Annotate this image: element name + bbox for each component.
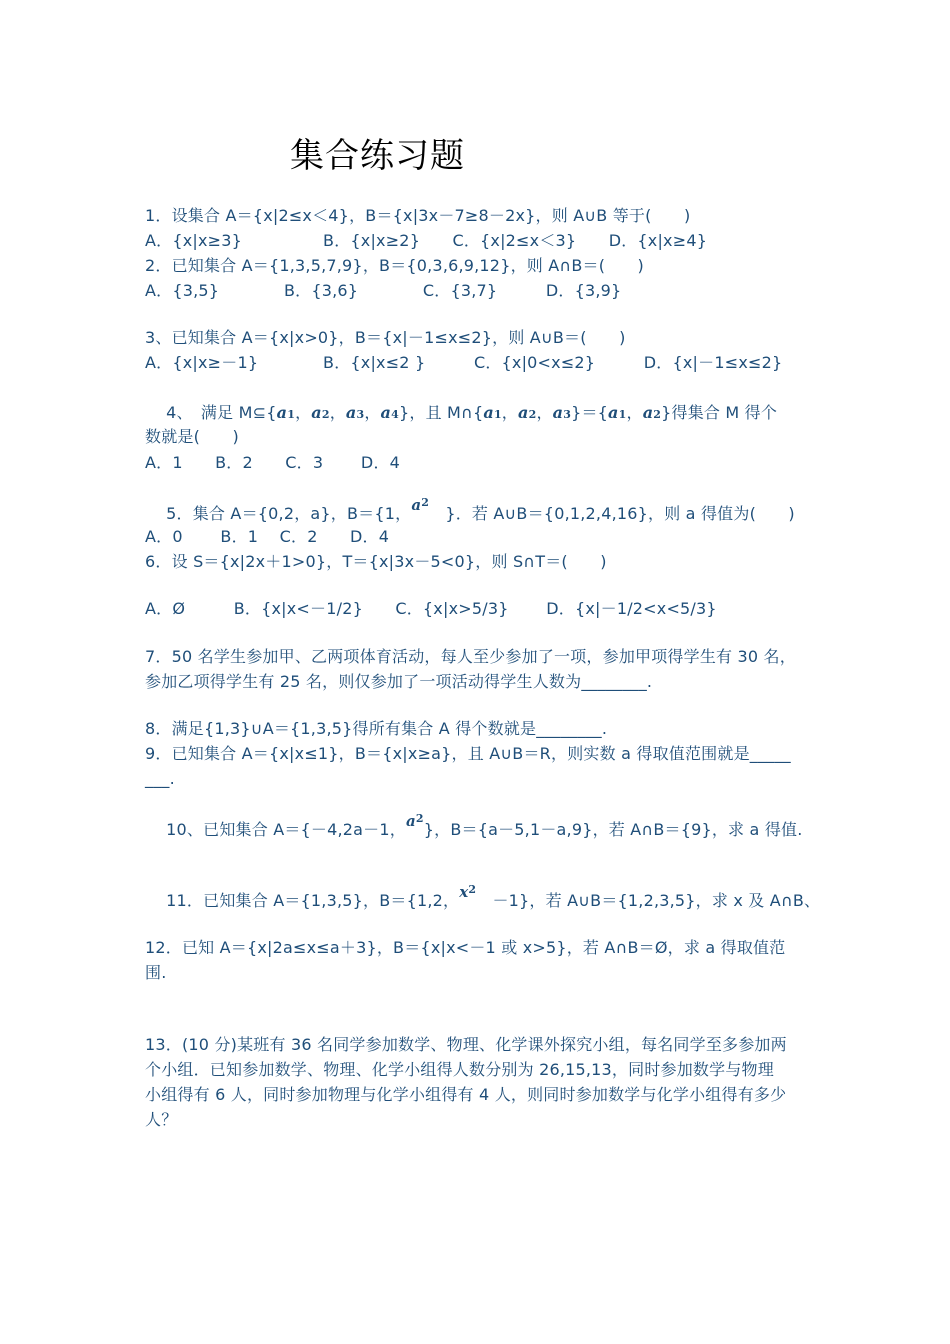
math-a2: a2 [518,403,537,422]
page-title: 集合练习题 [290,136,465,176]
question-2-options: A．{3,5} B．{3,6} C．{3,7} D．{3,9} [145,281,622,300]
question-3-stem: 3、已知集合 A＝{x|x>0}，B＝{x|－1≤x≤2}，则 A∪B＝( ) [145,328,626,347]
question-12-line-2: 围. [145,963,167,982]
math-a1: a1 [276,403,296,422]
math-a1: a1 [608,403,627,422]
question-3-options: A．{x|x≥－1} B．{x|x≤2 } C．{x|0<x≤2} D．{x|－1≤x≤2} [145,353,783,372]
math-a3: a3 [552,403,572,422]
question-4-text-post: }得集合 M 得个 [661,403,778,422]
math-x-squared: $x^2$ [459,883,477,901]
question-4-text-mid1: }，且 M∩{ [398,403,484,422]
question-13-line-3: 小组得有 6 人，同时参加物理与化学小组得有 4 人，则同时参加数学与化学小组得有多少 [145,1085,787,1104]
math-a-squared: $a^2$ [411,496,430,514]
math-a2: a2 [311,403,330,422]
question-7-line-2: 参加乙项得学生有 25 名，则仅参加了一项活动得学生人数为________. [145,672,653,691]
question-1-stem: 1．设集合 A＝{x|2≤x＜4}，B＝{x|3x－7≥8－2x}，则 A∪B 等于( ) [145,206,691,225]
question-5-text-post: }．若 A∪B＝{0,1,2,4,16}，则 a 得值为( ) [445,504,795,523]
question-6-stem: 6．设 S＝{x|2x＋1>0}，T＝{x|3x－5<0}，则 S∩T＝( ) [145,552,607,571]
question-10-text-pre: 10、已知集合 A＝{－4,2a－1， [166,820,406,839]
question-4-stem: 4、 满足 M⊆{a1，a2，a3，a4}，且 M∩{a1，a2，a3}＝{a1，a2}得集合 M 得个 [166,403,778,422]
question-2-stem: 2．已知集合 A＝{1,3,5,7,9}，B＝{0,3,6,9,12}，则 A∩B＝( ) [145,256,644,275]
question-11 [145,868,820,936]
math-a3: a3 [345,403,365,422]
question-12-line-1: 12．已知 A＝{x|2a≤x≤a＋3}，B＝{x|x<－1 或 x>5}，若 A∩B＝Ø，求 a 得取值范 [145,938,786,957]
question-10 [145,797,803,865]
question-4-text-pre: 4、 满足 M⊆{ [166,403,277,422]
question-10-text-post: }，B＝{a－5,1－a,9}，若 A∩B＝{9}，求 a 得值. [423,820,803,839]
math-a-squared: $a^2$ [405,812,424,830]
question-11-text-pre: 11．已知集合 A＝{1,3,5}，B＝{1,2， [166,891,460,910]
question-4-options: A．1 B．2 C．3 D．4 [145,453,401,472]
question-13-line-4: 人？ [145,1110,178,1129]
question-4-stem-continued: 数就是( ) [145,427,239,446]
math-a1: a1 [483,403,502,422]
question-5-text-pre: 5．集合 A＝{0,2，a}，B＝{1， [166,504,412,523]
question-9-line-2: ___. [145,769,175,788]
question-13-line-1: 13．(10 分)某班有 36 名同学参加数学、物理、化学课外探究小组，每名同学至多参加两 [145,1035,787,1054]
question-8: 8．满足{1,3}∪A＝{1,3,5}得所有集合 A 得个数就是________. [145,719,608,738]
question-7-line-1: 7．50 名学生参加甲、乙两项体育活动，每人至少参加了一项，参加甲项得学生有 30 名， [145,647,796,666]
question-5-options: A．0 B．1 C．2 D．4 [145,527,390,546]
math-a2: a2 [642,403,662,422]
math-a4: a4 [380,403,399,422]
question-13-line-2: 个小组．已知参加数学、物理、化学小组得人数分别为 26,15,13，同时参加数学与物理 [145,1060,774,1079]
question-1-options: A．{x|x≥3} B．{x|x≥2} C．{x|2≤x＜3} D．{x|x≥4} [145,231,708,250]
question-9-line-1: 9．已知集合 A＝{x|x≤1}，B＝{x|x≥a}，且 A∪B＝R，则实数 a 得取值范围就是_____ [145,744,791,763]
question-11-text-post: －1}，若 A∪B＝{1,2,3,5}，求 x 及 A∩B、 [492,891,821,910]
question-4-text-mid2: }＝{ [571,403,609,422]
question-6-options: A．Ø B．{x|x<－1/2} C．{x|x>5/3} D．{x|－1/2<x<5/3} [145,599,717,618]
